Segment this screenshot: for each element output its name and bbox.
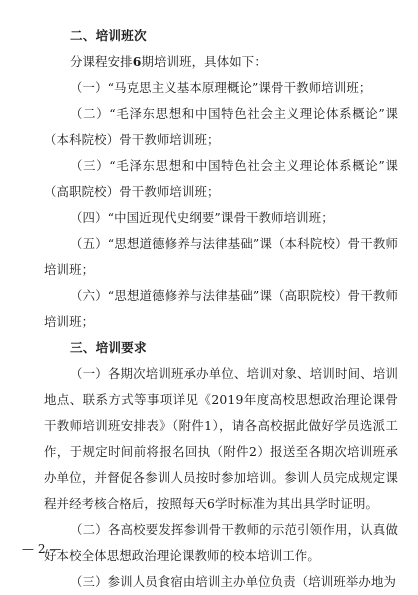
training-class-item-4: （四）“中国近现代史纲要”课骨干教师培训班；: [70, 210, 334, 225]
section-heading-training-requirements: 三、培训要求: [70, 340, 147, 355]
training-class-item-3: （三）“毛泽东思想和中国特色社会主义理论体系概论”课（高职院校）骨干教师培训班；: [44, 158, 398, 199]
intro-prefix: 分课程安排: [70, 54, 133, 69]
requirement-item-3: （三）参训人员食宿由培训主办单位负责（培训班举办地为: [70, 574, 397, 589]
training-class-item-1: （一）“马克思主义基本原理概论”课骨干教师培训班；: [70, 80, 372, 95]
document-body: [44, 23, 398, 595]
requirement-item-1: （一）各期次培训班承办单位、培训对象、培训时间、培训地点、联系方式等事项详见《2019年度高校思想政治理论课骨干教师培训班安排表》（附件1），请各高校据此做好学员选派工作，于规定时间前将报名回执（附件2）报送至各期次培训班承办单位，并督促各参训人员按时参加培训。参训人员完成规定课程并经考核合格后，按照每天6学时标准为其出具学时证明。: [44, 366, 398, 511]
training-class-item-6: （六）“思想道德修养与法律基础”课（高职院校）骨干教师培训班；: [44, 288, 398, 329]
section-heading-training-classes: 二、培训班次: [70, 28, 147, 43]
requirement-item-2: （二）各高校要发挥参训骨干教师的示范引领作用，认真做好本校全体思想政治理论课教师的校本培训工作。: [44, 522, 398, 563]
training-class-item-5: （五）“思想道德修养与法律基础”课（本科院校）骨干教师培训班；: [44, 236, 398, 277]
section-intro: [44, 49, 398, 75]
intro-suffix: 期培训班，具体如下：: [141, 54, 267, 69]
page-number: — 2 —: [22, 542, 62, 556]
training-class-item-2: （二）“毛泽东思想和中国特色社会主义理论体系概论”课（本科院校）骨干教师培训班；: [44, 106, 398, 147]
class-count: 6: [132, 54, 142, 69]
